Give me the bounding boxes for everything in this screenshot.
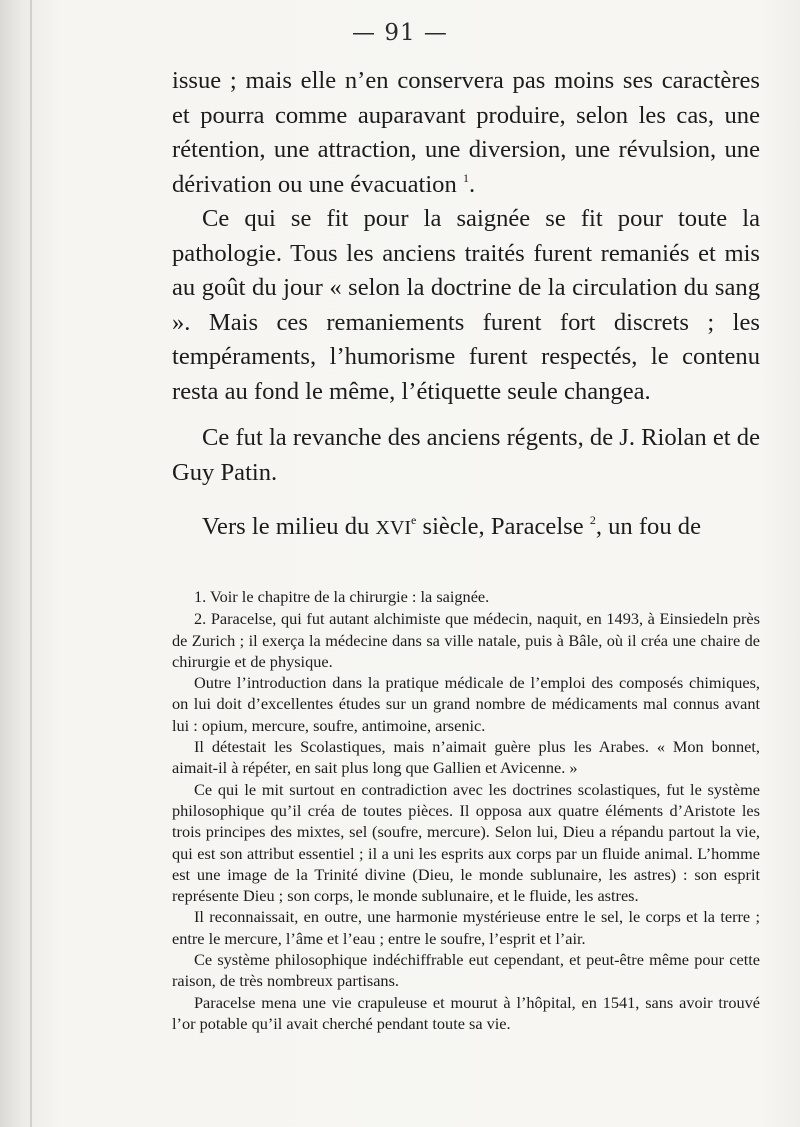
footnote-2-para-4: Ce qui le mit surtout en contradiction avec les doctrines scolastiques, fut le système philosophique qu’il créa de toutes pièces. Il opposa aux quatre éléments d’Aristote les trois principes des mixtes, sel (soufre, mercure). Selon lui, Dieu a répandu partout la vie, qui est son attribut essentiel ; il a uni les esprits aux corps par un fluide animal. L’homme est une image de la Trinité divine (Dieu, le monde sublunaire, les astres) : son esprit représente Dieu ; son corps, le monde sublunaire, et le fluide, les astres. [172,779,760,906]
paragraph-4-end: , un fou de [595,513,702,540]
footnote-2-para-2: Outre l’introduction dans la pratique médicale de l’emploi des composés chimiques, on lui doit d’excellentes études sur un grand nombre de médicaments mal connus avant lui : opium, mercure, soufre, antimoine, arsenic. [172,673,760,735]
paragraph-1-text: issue ; mais elle n’en conservera pas moins ses caractères et pourra comme auparavant produire, selon les cas, une rétention, une attraction, une diversion, une révulsion, une dérivation ou une évacuation [172,67,760,198]
main-text [172,64,760,546]
footnote-2-para-7: Paracelse mena une vie crapuleuse et mourut à l’hôpital, en 1541, sans avoir trouvé l’or potable qu’il avait cherché pendant toute sa vie. [172,992,760,1033]
footnotes [172,586,760,1034]
binding-edge [30,0,32,1127]
paragraph-3: Ce fut la revanche des anciens régents, de J. Riolan et de Guy Patin. [172,424,760,486]
page-number: — 91 — [352,20,448,46]
footnote-1: 1. Voir le chapitre de la chirurgie : la saignée. [194,587,490,606]
footnote-ref-2: 2 [589,513,596,527]
footnote-2-para-3: Il détestait les Scolastiques, mais n’aimait guère plus les Arabes. « Mon bonnet, aimait-il à répéter, en sait plus long que Gallien et Avicenne. » [172,737,760,778]
paragraph-4-start: Vers le milieu du [202,513,370,540]
footnote-2-para-6: Ce système philosophique indéchiffrable eut cependant, et peut-être même pour cette raison, de très nombreux partisans. [172,950,760,991]
footnote-2: 2. Paracelse, qui fut autant alchimiste que médecin, naquit, en 1493, à Einsiedeln près de Zurich ; il exerça la médecine dans sa ville natale, puis à Bâle, où il créa une chaire de chirurgie et de physique. [172,609,760,671]
footnote-ref-1: 1 [462,170,469,185]
paragraph-4 [172,510,760,546]
footnote-2-para-5: Il reconnaissait, en outre, une harmonie mystérieuse entre le sel, le corps et la terre ; entre le mercure, l’âme et l’eau ; entre le soufre, l’esprit et l’air. [172,907,760,948]
paragraph-2: Ce qui se fit pour la saignée se fit pour toute la pathologie. Tous les anciens traités furent remaniés et mis au goût du jour « selon la doctrine de la circulation du sang ». Mais ces remaniements furent fort discrets ; les tempéraments, l’humorisme furent respectés, le contenu resta au fond le même, l’étiquette seule changea. [172,205,760,405]
century-numeral: XVI [375,517,412,539]
paragraph-4-mid: siècle, Paracelse [422,513,584,540]
century-suffix: e [411,513,417,527]
paragraph-1-end: . [468,170,476,198]
paragraph-1 [172,64,760,202]
